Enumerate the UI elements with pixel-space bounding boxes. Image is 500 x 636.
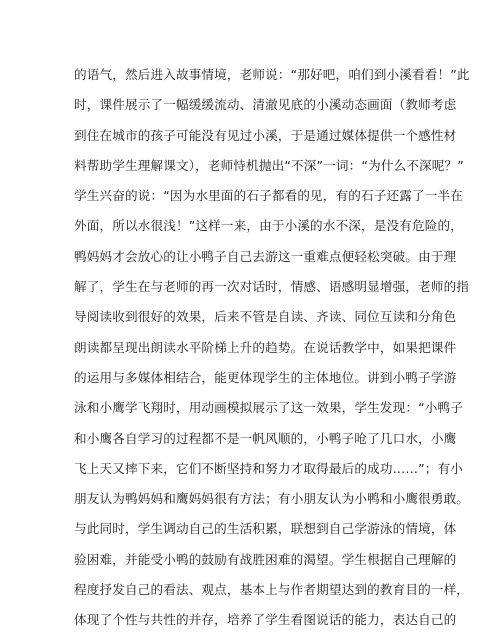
text-line: 泳和小鹰学飞翔时，用动画模拟展示了这一效果，学生发现：“小鸭子	[74, 400, 463, 416]
text-line: 到住在城市的孩子可能没有见过小溪，于是通过媒体提供一个感性材	[74, 127, 457, 143]
text-line: 的语气，然后进入故事情境，老师说：“那好吧，咱们到小溪看看！”此	[74, 67, 470, 82]
text-line: 朋友认为鸭妈妈和鹰妈妈很有方法；有小朋友认为小鸭和小鹰很勇敢。	[74, 491, 470, 507]
text-line: 体现了个性与共性的并存，培养了学生看图说话的能力，表达自己的	[74, 612, 457, 628]
text-line: 飞上天又摔下来，它们不断坚持和努力才取得最后的成功……”；有小	[74, 460, 463, 476]
body-text	[74, 60, 470, 636]
text-line: 和小鹰各自学习的过程都不是一帆风顺的，小鸭子呛了几口水，小鹰	[74, 430, 457, 446]
text-line: 朗读都呈现出朗读水平阶梯上升的趋势。在说话教学中，如果把课件	[74, 339, 457, 355]
text-line: 时，课件展示了一幅缓缓流动、清澈见底的小溪动态画面（教师考虑	[74, 97, 457, 113]
text-line: 解了，学生在与老师的再一次对话时，情感、语感明显增强，老师的指	[74, 279, 470, 295]
text-line: 学生兴奋的说：“因为水里面的石子都看的见，有的石子还露了一半在	[74, 188, 463, 204]
text-line: 程度抒发自己的看法、观点，基本上与作者期望达到的教育目的一样，	[74, 582, 470, 598]
text-line: 验困难，并能受小鸭的鼓励有战胜困难的渴望。学生根据自己理解的	[74, 551, 457, 567]
text-line: 导阅读收到很好的效果，后来不管是自读、齐读、同位互读和分角色	[74, 309, 457, 325]
text-line: 的运用与多媒体相结合，能更体现学生的主体地位。讲到小鸭子学游	[74, 369, 457, 385]
text-line: 料帮助学生理解课文），老师恃机抛出“不深”一词：“为什么不深呢？”	[74, 157, 464, 173]
text-line: 外面，所以水很浅！”这样一来，由于小溪的水不深，是没有危险的，	[74, 218, 463, 234]
text-line: 鸭妈妈才会放心的让小鸭子自己去游这一重难点便轻松突破。由于理	[74, 248, 457, 264]
text-line: 与此同时，学生调动自己的生活积累，联想到自己学游泳的情境，体	[74, 521, 457, 537]
